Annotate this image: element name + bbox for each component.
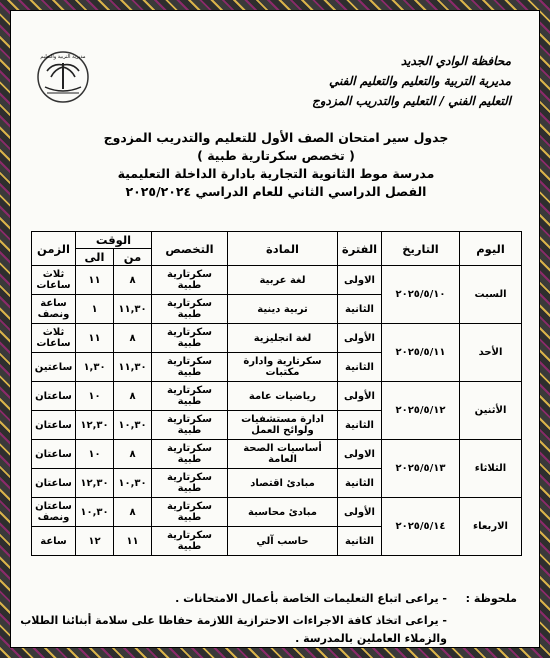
day-cell: الثلاثاء <box>460 440 522 498</box>
subject-cell: رياضيات عامة <box>228 382 338 411</box>
duration-cell: ساعة <box>32 527 76 556</box>
header-from: من <box>114 249 152 266</box>
to-cell: ١١ <box>76 266 114 295</box>
header-time: الوقت <box>76 232 152 249</box>
subject-cell: مبادئ محاسبة <box>228 498 338 527</box>
subject-cell: لغة عربية <box>228 266 338 295</box>
duration-cell: ساعتان <box>32 440 76 469</box>
subject-cell: لغة انجليزية <box>228 324 338 353</box>
logo-text: مديرية التربية والتعليم <box>40 54 86 60</box>
to-cell: ١١ <box>76 324 114 353</box>
period-cell: الأولى <box>338 382 382 411</box>
to-cell: ١٠,٣٠ <box>76 498 114 527</box>
from-cell: ٨ <box>114 324 152 353</box>
specialty-cell: سكرتارية طبية <box>152 353 228 382</box>
governorate-line: محافظة الوادي الجديد <box>400 54 511 68</box>
to-cell: ١ <box>76 295 114 324</box>
specialty-title: ( تخصص سكرتارية طبية ) <box>197 148 355 163</box>
period-cell: الثانية <box>338 295 382 324</box>
specialty-cell: سكرتارية طبية <box>152 469 228 498</box>
period-cell: الثانية <box>338 527 382 556</box>
specialty-cell: سكرتارية طبية <box>152 411 228 440</box>
directorate-logo-icon <box>35 49 91 109</box>
subject-cell: حاسب آلي <box>228 527 338 556</box>
from-cell: ٨ <box>114 266 152 295</box>
document-page <box>10 10 540 648</box>
header-day: اليوم <box>460 232 522 266</box>
date-cell: ٢٠٢٥/٥/١٣ <box>382 440 460 498</box>
subject-cell: أساسيات الصحة العامة <box>228 440 338 469</box>
date-cell: ٢٠٢٥/٥/١٠ <box>382 266 460 324</box>
subject-cell: سكرتارية وادارة مكتبات <box>228 353 338 382</box>
to-cell: ١٢ <box>76 527 114 556</box>
specialty-cell: سكرتارية طبية <box>152 382 228 411</box>
table-row <box>32 324 522 353</box>
note-precautions-continued: والزملاء العاملين بالمدرسة . <box>295 632 447 645</box>
duration-cell: ساعتين <box>32 353 76 382</box>
day-cell: الأثنين <box>460 382 522 440</box>
date-cell: ٢٠٢٥/٥/١٤ <box>382 498 460 556</box>
note-instructions: - يراعى اتباع التعليمات الخاصة بأعمال الامتحانات . <box>175 592 447 605</box>
schedule-title: جدول سير امتحان الصف الأول للتعليم والتدريب المزدوج <box>103 130 449 145</box>
department-line: التعليم الفني / التعليم والتدريب المزدوج <box>312 94 511 108</box>
exam-schedule-table <box>31 231 522 556</box>
document-titles <box>11 129 540 201</box>
table-row <box>32 266 522 295</box>
period-cell: الأولى <box>338 324 382 353</box>
period-cell: الاولى <box>338 266 382 295</box>
duration-cell: ثلاث ساعات <box>32 324 76 353</box>
specialty-cell: سكرتارية طبية <box>152 324 228 353</box>
from-cell: ١١ <box>114 527 152 556</box>
duration-cell: ساعتان ونصف <box>32 498 76 527</box>
header-specialty: التخصص <box>152 232 228 266</box>
duration-cell: ثلاث ساعات <box>32 266 76 295</box>
from-cell: ٨ <box>114 498 152 527</box>
note-precautions: - يراعى اتخاذ كافة الاجراءات الاحترازية اللازمة حفاظا على سلامة أبنائنا الطلاب <box>20 614 447 627</box>
to-cell: ١٠ <box>76 382 114 411</box>
header-period: الفترة <box>338 232 382 266</box>
specialty-cell: سكرتارية طبية <box>152 527 228 556</box>
table-row <box>32 382 522 411</box>
header-date: التاريخ <box>382 232 460 266</box>
header-to: الى <box>76 249 114 266</box>
period-cell: الثانية <box>338 469 382 498</box>
period-cell: الثانية <box>338 353 382 382</box>
specialty-cell: سكرتارية طبية <box>152 498 228 527</box>
day-cell: الأحد <box>460 324 522 382</box>
to-cell: ١٢,٣٠ <box>76 469 114 498</box>
subject-cell: ادارة مستشفيات ولوائح العمل <box>228 411 338 440</box>
schedule-body <box>32 266 522 556</box>
from-cell: ٨ <box>114 440 152 469</box>
duration-cell: ساعة ونصف <box>32 295 76 324</box>
from-cell: ١١,٣٠ <box>114 295 152 324</box>
from-cell: ٨ <box>114 382 152 411</box>
period-cell: الثانية <box>338 411 382 440</box>
day-cell: الاربعاء <box>460 498 522 556</box>
day-cell: السبت <box>460 266 522 324</box>
to-cell: ١٢,٣٠ <box>76 411 114 440</box>
period-cell: الأولى <box>338 498 382 527</box>
subject-cell: تربية دينية <box>228 295 338 324</box>
specialty-cell: سكرتارية طبية <box>152 440 228 469</box>
duration-cell: ساعتان <box>32 469 76 498</box>
table-row <box>32 440 522 469</box>
document-header <box>312 51 511 111</box>
specialty-cell: سكرتارية طبية <box>152 266 228 295</box>
date-cell: ٢٠٢٥/٥/١١ <box>382 324 460 382</box>
duration-cell: ساعتان <box>32 411 76 440</box>
notes-label: ملحوظة : <box>465 592 517 605</box>
to-cell: ١٠ <box>76 440 114 469</box>
directorate-line: مديرية التربية والتعليم والتعليم الفني <box>328 74 511 88</box>
from-cell: ١١,٣٠ <box>114 353 152 382</box>
date-cell: ٢٠٢٥/٥/١٢ <box>382 382 460 440</box>
term-title: الفصل الدراسي الثاني للعام الدراسي ٢٠٢٥/٢٠٢٤ <box>125 184 427 199</box>
to-cell: ١,٣٠ <box>76 353 114 382</box>
header-subject: المادة <box>228 232 338 266</box>
specialty-cell: سكرتارية طبية <box>152 295 228 324</box>
from-cell: ١٠,٣٠ <box>114 411 152 440</box>
duration-cell: ساعتان <box>32 382 76 411</box>
table-row <box>32 498 522 527</box>
header-duration: الزمن <box>32 232 76 266</box>
from-cell: ١٠,٣٠ <box>114 469 152 498</box>
period-cell: الاولى <box>338 440 382 469</box>
school-title: مدرسة موط الثانوية التجارية بادارة الداخلة التعليمية <box>117 166 435 181</box>
subject-cell: مبادئ اقتصاد <box>228 469 338 498</box>
